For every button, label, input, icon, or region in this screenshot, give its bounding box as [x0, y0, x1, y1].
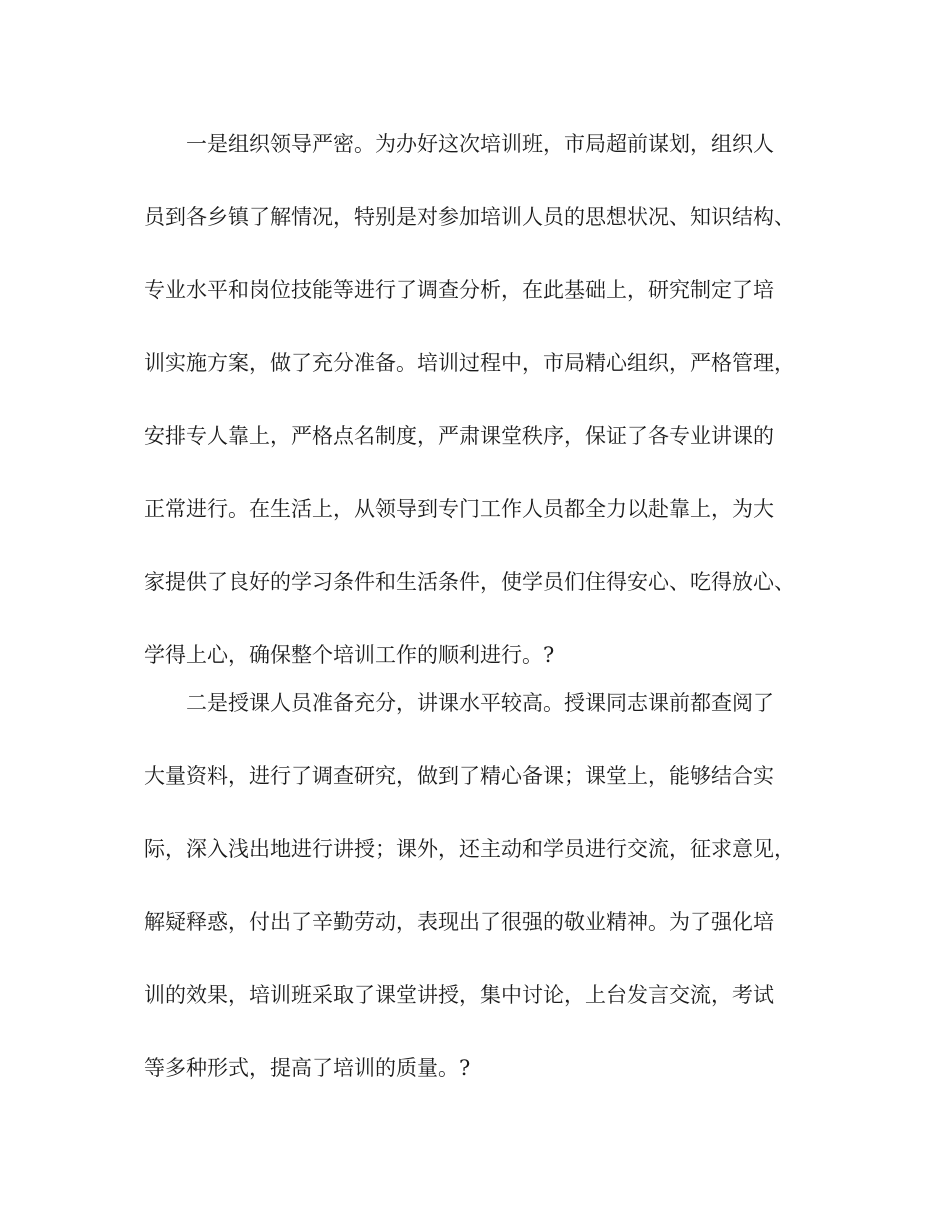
text-line: 二是授课人员准备充分，讲课水平较高。授课同志课前都查阅了	[186, 691, 774, 715]
text-line: 专业水平和岗位技能等进行了调查分析，在此基础上，研究制定了培	[144, 278, 774, 302]
text-line: 解疑释惑，付出了辛勤劳动，表现出了很强的敬业精神。为了强化培	[144, 910, 774, 934]
text-line: 际，深入浅出地进行讲授；课外，还主动和学员进行交流，征求意见，	[144, 837, 795, 861]
text-line: 家提供了良好的学习条件和生活条件，使学员们住得安心、吃得放心、	[144, 570, 795, 594]
text-line: 正常进行。在生活上，从领导到专门工作人员都全力以赴靠上，为大	[144, 497, 774, 521]
paragraph-1	[144, 124, 814, 683]
text-line: 一是组织领导严密。为办好这次培训班，市局超前谋划，组织人	[186, 132, 774, 156]
text-line: 训实施方案，做了充分准备。培训过程中，市局精心组织，严格管理，	[144, 351, 795, 375]
paragraph-2	[144, 683, 814, 1121]
text-line: 员到各乡镇了解情况，特别是对参加培训人员的思想状况、知识结构、	[144, 205, 795, 229]
text-line: 大量资料，进行了调查研究，做到了精心备课；课堂上，能够结合实	[144, 764, 774, 788]
text-line: 训的效果，培训班采取了课堂讲授，集中讨论，上台发言交流，考试	[144, 983, 774, 1007]
text-line: 学得上心，确保整个培训工作的顺利进行。?	[144, 643, 555, 667]
text-line: 等多种形式，提高了培训的质量。?	[144, 1056, 471, 1080]
text-line: 安排专人靠上，严格点名制度，严肃课堂秩序，保证了各专业讲课的	[144, 424, 774, 448]
document-body	[144, 124, 814, 1121]
